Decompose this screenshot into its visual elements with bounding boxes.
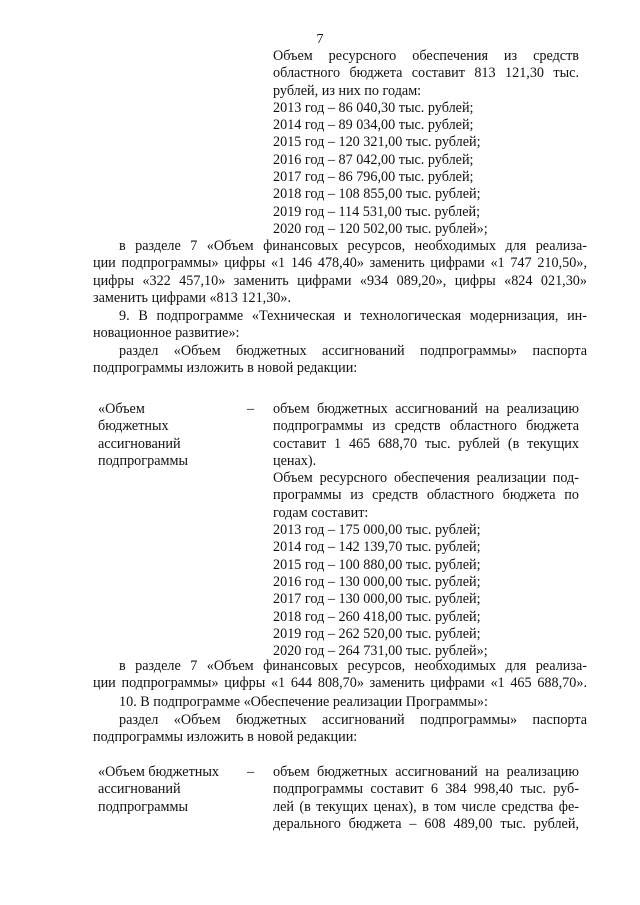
- text-line: подпрограммы составит 6 384 998,40 тыс. руб-: [273, 781, 579, 798]
- paragraph-section7-replacement-2: [93, 658, 587, 693]
- paragraph-passport-instruction: [93, 343, 587, 378]
- text-line: заменить цифрами «813 121,30».: [93, 289, 292, 306]
- year-line: 2018 год – 260 418,00 тыс. рублей;: [273, 608, 481, 625]
- table1-dash: –: [247, 401, 255, 417]
- text-line: новационное развитие»:: [93, 325, 240, 342]
- year-line: 2017 год – 86 796,00 тыс. рублей;: [273, 169, 474, 186]
- label-line: «Объем: [98, 401, 145, 417]
- year-line: 2014 год – 142 139,70 тыс. рублей;: [273, 539, 481, 556]
- year-line: 2013 год – 86 040,30 тыс. рублей;: [273, 99, 474, 116]
- table1-right-text: [273, 401, 579, 660]
- year-line: 2016 год – 87 042,00 тыс. рублей;: [273, 151, 474, 168]
- text-line: лей (в текущих ценах), в том числе средства фе-: [273, 798, 579, 815]
- text-line: 10. В подпрограмме «Обеспечение реализации Программы»:: [119, 694, 488, 710]
- text-line: в разделе 7 «Объем финансовых ресурсов, необходимых для реализа-: [119, 238, 587, 254]
- text-line: в разделе 7 «Объем финансовых ресурсов, необходимых для реализа-: [119, 658, 587, 674]
- text-line: ции подпрограммы» цифры «1 644 808,70» заменить цифрами «1 465 688,70».: [93, 675, 587, 692]
- text-line: подпрограммы из средств областного бюджета: [273, 418, 579, 435]
- paragraph-section7-replacement: [93, 238, 587, 307]
- year-line: 2013 год – 175 000,00 тыс. рублей;: [273, 522, 481, 539]
- text-line: объем бюджетных ассигнований на реализацию: [273, 401, 579, 417]
- paragraph-passport-instruction-2: [93, 712, 587, 747]
- text-line: цифры «322 457,10» заменить цифрами «934 089,20», цифры «824 021,30»: [93, 272, 587, 289]
- year-line: 2016 год – 130 000,00 тыс. рублей;: [273, 573, 481, 590]
- resource-summary-block: [273, 48, 579, 238]
- year-line: 2015 год – 100 880,00 тыс. рублей;: [273, 556, 481, 573]
- text-line: 9. В подпрограмме «Техническая и технологическая модернизация, ин-: [119, 308, 587, 324]
- text-line: рублей, из них по годам:: [273, 82, 422, 99]
- table2-right-text: [273, 764, 579, 833]
- text-line: программы из средств областного бюджета по: [273, 487, 579, 504]
- label-line: подпрограммы: [98, 452, 188, 469]
- label-line: ассигнований: [98, 781, 181, 798]
- year-line: 2020 год – 120 502,00 тыс. рублей»;: [273, 220, 488, 237]
- label-line: бюджетных: [98, 418, 169, 435]
- text-line: составит 1 465 688,70 тыс. рублей (в текущих: [273, 435, 579, 452]
- text-line: областного бюджета составит 813 121,30 тыс.: [273, 65, 579, 82]
- text-line: Объем ресурсного обеспечения из средств: [273, 48, 579, 64]
- year-line: 2018 год – 108 855,00 тыс. рублей;: [273, 186, 481, 203]
- table2-left-label: [98, 764, 248, 816]
- year-line: 2015 год – 120 321,00 тыс. рублей;: [273, 134, 481, 151]
- text-line: годам составит:: [273, 504, 369, 521]
- paragraph-item-9: [93, 308, 587, 343]
- year-line: 2019 год – 114 531,00 тыс. рублей;: [273, 203, 481, 220]
- text-line: раздел «Объем бюджетных ассигнований подпрограммы» паспорта: [119, 343, 587, 359]
- text-line: ценах).: [273, 452, 317, 469]
- text-line: ции подпрограммы» цифры «1 146 478,40» заменить цифрами «1 747 210,50»,: [93, 255, 587, 272]
- year-line: 2020 год – 264 731,00 тыс. рублей»;: [273, 643, 488, 660]
- label-line: «Объем бюджетных: [98, 764, 220, 780]
- text-line: раздел «Объем бюджетных ассигнований подпрограммы» паспорта: [119, 712, 587, 728]
- year-line: 2017 год – 130 000,00 тыс. рублей;: [273, 591, 481, 608]
- label-line: ассигнований: [98, 435, 181, 452]
- page-number: 7: [316, 32, 324, 47]
- label-line: подпрограммы: [98, 798, 188, 815]
- text-line: подпрограммы изложить в новой редакции:: [93, 360, 358, 377]
- year-line: 2014 год – 89 034,00 тыс. рублей;: [273, 117, 474, 134]
- table1-left-label: [98, 401, 248, 470]
- paragraph-item-10: [93, 694, 587, 711]
- table2-dash: –: [247, 764, 255, 780]
- text-line: объем бюджетных ассигнований на реализацию: [273, 764, 579, 780]
- text-line: подпрограммы изложить в новой редакции:: [93, 729, 358, 746]
- year-line: 2019 год – 262 520,00 тыс. рублей;: [273, 625, 481, 642]
- text-line: Объем ресурсного обеспечения реализации под-: [273, 470, 579, 487]
- text-line: дерального бюджета – 608 489,00 тыс. рублей,: [273, 815, 579, 832]
